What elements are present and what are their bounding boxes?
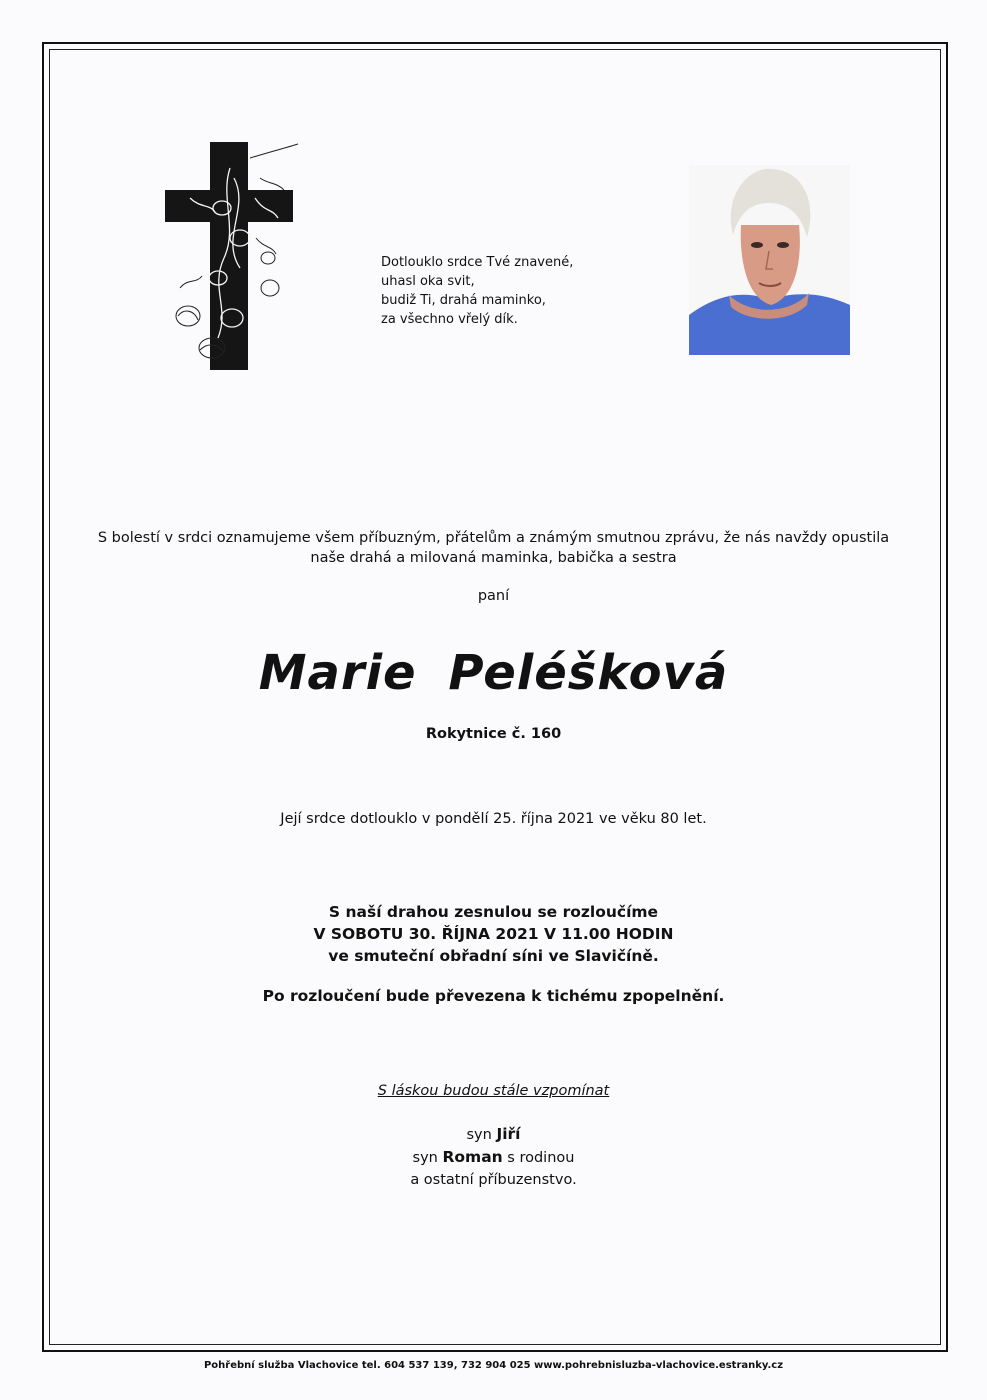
announcement-line-2: naše drahá a milovaná maminka, babička a sestra xyxy=(310,550,677,566)
farewell-line-1: S naší drahou zesnulou se rozloučíme xyxy=(328,903,659,921)
verse-line: uhasl oka svit, xyxy=(381,274,475,289)
cremation-note: Po rozloučení bude převezena k tichému zpopelnění. xyxy=(262,987,725,1005)
remember-heading: S láskou budou stále vzpomínat xyxy=(377,1083,610,1099)
deceased-name xyxy=(0,645,987,701)
farewell-line-2: V SOBOTU 30. ŘÍJNA 2021 V 11.00 HODIN xyxy=(313,925,674,943)
mourner-line-3: a ostatní příbuzenstvo. xyxy=(410,1172,577,1188)
farewell-info xyxy=(0,901,987,967)
mourners-list xyxy=(0,1123,987,1191)
first-name: Marie xyxy=(258,645,417,701)
mourner-line-1: syn Jiří xyxy=(466,1125,521,1143)
announcement xyxy=(0,528,987,568)
farewell-line-3: ve smuteční obřadní síni ve Slavičíně. xyxy=(328,947,659,965)
verse-line: budiž Ti, drahá maminko, xyxy=(381,293,546,308)
cross-with-roses-icon xyxy=(160,138,300,374)
verse-line: za všechno vřelý dík. xyxy=(381,312,518,327)
title-prefix: paní xyxy=(477,588,510,604)
last-name: Peléšková xyxy=(448,645,729,701)
mourner-name: Roman xyxy=(442,1148,503,1166)
verse-line: Dotlouklo srdce Tvé znavené, xyxy=(381,255,574,270)
memorial-verse xyxy=(381,253,573,329)
portrait-photo xyxy=(689,165,850,355)
funeral-service-footer: Pohřební služba Vlachovice tel. 604 537 139, 732 904 025 www.pohrebnisluzba-vlachovice.estranky.cz xyxy=(203,1360,784,1371)
mourner-line-2: syn Roman s rodinou xyxy=(412,1148,575,1166)
deceased-address: Rokytnice č. 160 xyxy=(425,726,562,742)
mourner-name: Jiří xyxy=(496,1125,521,1143)
death-notice: Její srdce dotlouklo v pondělí 25. října 2021 ve věku 80 let. xyxy=(280,811,707,827)
announcement-line-1: S bolestí v srdci oznamujeme všem příbuzným, přátelům a známým smutnou zprávu, že nás navždy opustila xyxy=(97,530,890,546)
